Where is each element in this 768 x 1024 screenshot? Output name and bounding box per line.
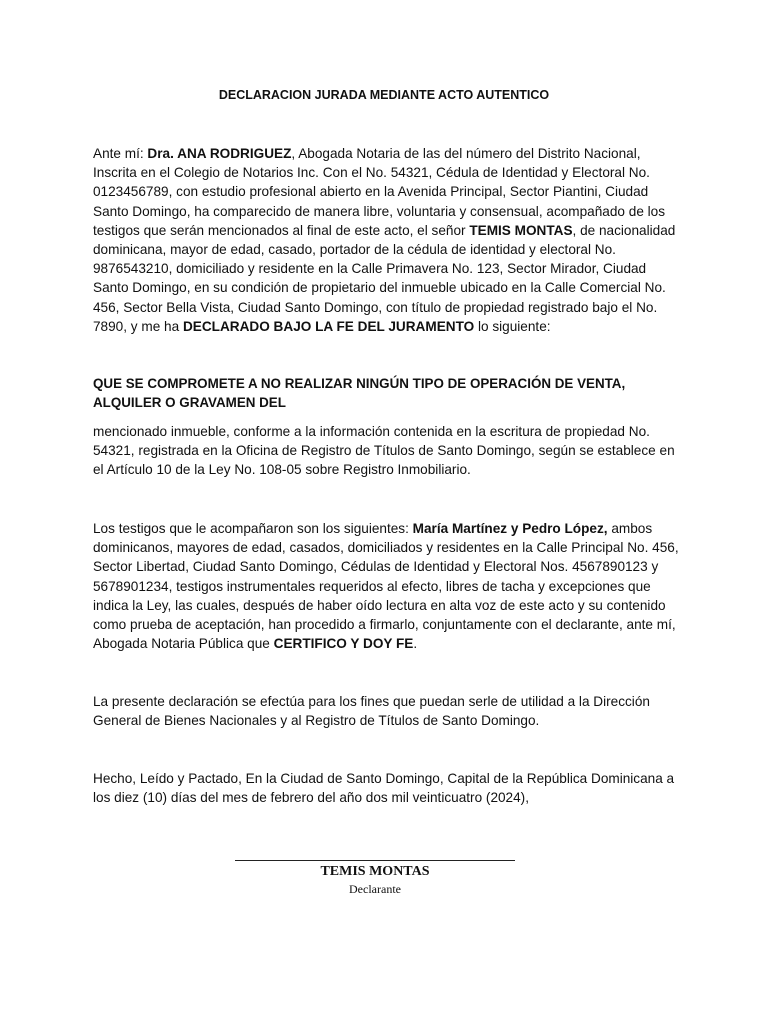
text-run: , de nacionalidad dominicana, mayor de edad, casado, portador de la cédula de identidad y electoral No. 9876543210, domiciliado y residente en la Calle Primavera No. 123, Sector Mirador, Ciudad Santo Domingo, en su condición de propietario del inmueble ubicado en la Calle Comercial No. 456, Sector Bella Vista, Ciudad Santo Domingo, con título de propiedad registrado bajo el No. 7890, y me ha	[93, 222, 676, 334]
notary-name: Dra. ANA RODRIGUEZ	[147, 146, 292, 161]
declaration-heading: QUE SE COMPROMETE A NO REALIZAR NINGÚN TIPO DE OPERACIÓN DE VENTA, ALQUILER O GRAVAMEN DEL	[93, 376, 626, 410]
text-run: , Abogada Notaria de las del número del Distrito Nacional, Inscrita en el Colegio de Notarios Inc. Con el No. 54321, Cédula de Identidad y Electoral No. 0123456789, con estudio profesional abierto en la Avenida Principal, Sector Piantini, Ciudad Santo Domingo, ha comparecido de manera libre, voluntaria y consensual, acompañado de los testigos que serán mencionados al final de este acto, el señor	[93, 146, 666, 238]
signature-line	[235, 846, 515, 861]
paragraph-property-details: mencionado inmueble, conforme a la información contenida en la escritura de propiedad No. 54321, registrada en la Oficina de Registro de Títulos de Santo Domingo, según se establece en el Artículo 10 de la Ley No. 108-05 sobre Registro Inmobiliario.	[93, 424, 675, 478]
text-run: .	[413, 636, 418, 652]
declarant-name: TEMIS MONTAS	[469, 222, 573, 238]
text-run: Los testigos que le acompañaron son los siguientes:	[93, 521, 413, 536]
witness-names: María Martínez y Pedro López,	[412, 521, 608, 536]
signature-name: TEMIS MONTAS	[320, 864, 430, 879]
paragraph-closing: Hecho, Leído y Pactado, En la Ciudad de Santo Domingo, Capital de la República Dominicana a los diez (10) días del mes de febrero del año dos mil veinticuatro (2024),	[93, 771, 675, 806]
signature-role: Declarante	[349, 882, 401, 896]
text-run: lo siguiente:	[474, 318, 551, 334]
text-run: Ante mí:	[93, 146, 148, 161]
paragraph-notary-intro	[93, 144, 683, 336]
certification-phrase: CERTIFICO Y DOY FE	[273, 636, 414, 652]
paragraph-witnesses	[93, 519, 683, 653]
paragraph-purpose: La presente declaración se efectúa para los fines que puedan serle de utilidad a la Dirección General de Bienes Nacionales y al Registro de Títulos de Santo Domingo.	[93, 694, 650, 729]
oath-phrase: DECLARADO BAJO LA FE DEL JURAMENTO	[182, 318, 475, 334]
document-title: DECLARACION JURADA MEDIANTE ACTO AUTENTICO	[218, 88, 550, 102]
text-run: ambos dominicanos, mayores de edad, casados, domiciliados y residentes en la Calle Principal No. 456, Sector Libertad, Ciudad Santo Domingo, Cédulas de Identidad y Electoral Nos. 4567890123 y 5678901234, testigos instrumentales requeridos al efecto, libres de tacha y excepciones que indica la Ley, las cuales, después de haber oído lectura en alta voz de este acto y su contenido como prueba de aceptación, han procedido a firmarlo, conjuntamente con el declarante, ante mí, Abogada Notaria Pública que	[93, 521, 679, 652]
